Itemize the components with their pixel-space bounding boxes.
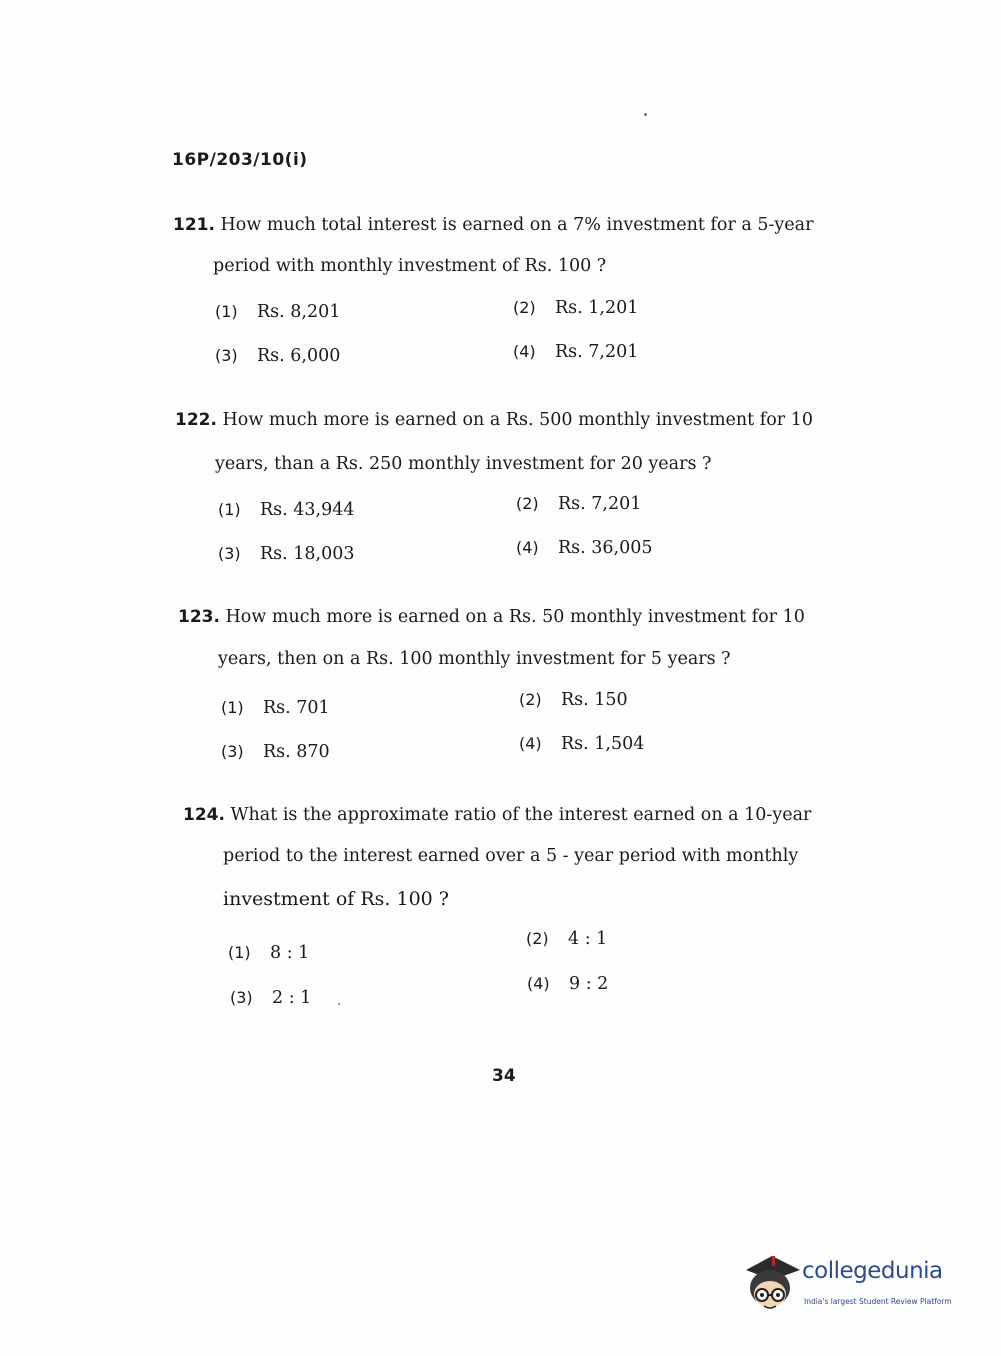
question-124 xyxy=(183,805,823,909)
option-number: (1) xyxy=(228,943,251,962)
question-line xyxy=(175,410,815,430)
question-number: 123. xyxy=(178,607,220,627)
page-number: 34 xyxy=(492,1066,516,1086)
question-number: 121. xyxy=(173,215,215,235)
option-text: Rs. 6,000 xyxy=(257,346,341,366)
collegedunia-logo xyxy=(742,1250,972,1316)
option-number: (4) xyxy=(513,342,536,361)
option-number: (3) xyxy=(218,544,241,563)
paper-code: 16P/203/10(i) xyxy=(172,150,308,170)
question-122 xyxy=(175,410,815,474)
option-2 xyxy=(526,929,607,949)
option-text: 4 : 1 xyxy=(568,929,608,949)
option-number: (4) xyxy=(516,538,539,557)
option-number: (1) xyxy=(218,500,241,519)
option-4 xyxy=(527,974,608,994)
option-number: (1) xyxy=(221,698,244,717)
option-text: 9 : 2 xyxy=(569,974,609,994)
question-number: 122. xyxy=(175,410,217,430)
option-4 xyxy=(513,342,638,362)
option-text: Rs. 150 xyxy=(561,690,628,710)
option-1 xyxy=(215,302,340,322)
option-3 xyxy=(230,988,311,1008)
option-number: (4) xyxy=(519,734,542,753)
option-text: Rs. 7,201 xyxy=(555,342,639,362)
option-text: Rs. 870 xyxy=(263,742,330,762)
question-text-cont: period with monthly investment of Rs. 100 ? xyxy=(213,256,607,276)
option-text: Rs. 8,201 xyxy=(257,302,341,322)
option-3 xyxy=(215,346,340,366)
question-line xyxy=(183,805,823,825)
question-text: What is the approximate ratio of the interest earned on a 10-year xyxy=(230,805,812,825)
option-number: (2) xyxy=(516,494,539,513)
option-number: (2) xyxy=(513,298,536,317)
option-number: (3) xyxy=(230,988,253,1007)
question-text-cont: years, then on a Rs. 100 monthly investment for 5 years ? xyxy=(218,649,731,669)
option-number: (2) xyxy=(519,690,542,709)
option-1 xyxy=(218,500,355,520)
student-mascot-icon xyxy=(742,1250,802,1316)
option-number: (4) xyxy=(527,974,550,993)
option-1 xyxy=(228,943,309,963)
question-text: How much more is earned on a Rs. 500 monthly investment for 10 xyxy=(222,410,813,430)
question-line xyxy=(178,607,818,627)
option-number: (1) xyxy=(215,302,238,321)
option-number: (2) xyxy=(526,929,549,948)
option-3 xyxy=(221,742,330,762)
option-text: Rs. 43,944 xyxy=(260,500,355,520)
option-text: Rs. 18,003 xyxy=(260,544,355,564)
question-text-cont: period to the interest earned over a 5 - year period with monthly xyxy=(223,846,799,866)
option-text: 8 : 1 xyxy=(270,943,310,963)
question-text: How much total interest is earned on a 7% investment for a 5-year xyxy=(220,215,814,235)
option-4 xyxy=(516,538,653,558)
option-4 xyxy=(519,734,644,754)
question-text-cont: investment of Rs. 100 ? xyxy=(223,888,449,910)
scan-speck xyxy=(338,1003,340,1005)
option-text: Rs. 7,201 xyxy=(558,494,642,514)
question-number: 124. xyxy=(183,805,225,825)
option-text: Rs. 36,005 xyxy=(558,538,653,558)
scan-speck xyxy=(644,113,647,116)
option-text: Rs. 1,504 xyxy=(561,734,645,754)
brand-name: collegedunia xyxy=(802,1258,943,1284)
option-text: Rs. 1,201 xyxy=(555,298,639,318)
brand-tagline: India's largest Student Review Platform xyxy=(804,1297,952,1306)
question-123 xyxy=(178,607,818,669)
option-number: (3) xyxy=(221,742,244,761)
question-121 xyxy=(173,215,813,276)
option-2 xyxy=(519,690,628,710)
question-line xyxy=(173,215,813,235)
option-3 xyxy=(218,544,355,564)
option-2 xyxy=(513,298,638,318)
option-1 xyxy=(221,698,330,718)
option-2 xyxy=(516,494,641,514)
option-text: Rs. 701 xyxy=(263,698,330,718)
option-text: 2 : 1 xyxy=(272,988,312,1008)
question-text-cont: years, than a Rs. 250 monthly investment for 20 years ? xyxy=(215,454,712,474)
option-number: (3) xyxy=(215,346,238,365)
question-text: How much more is earned on a Rs. 50 monthly investment for 10 xyxy=(225,607,805,627)
